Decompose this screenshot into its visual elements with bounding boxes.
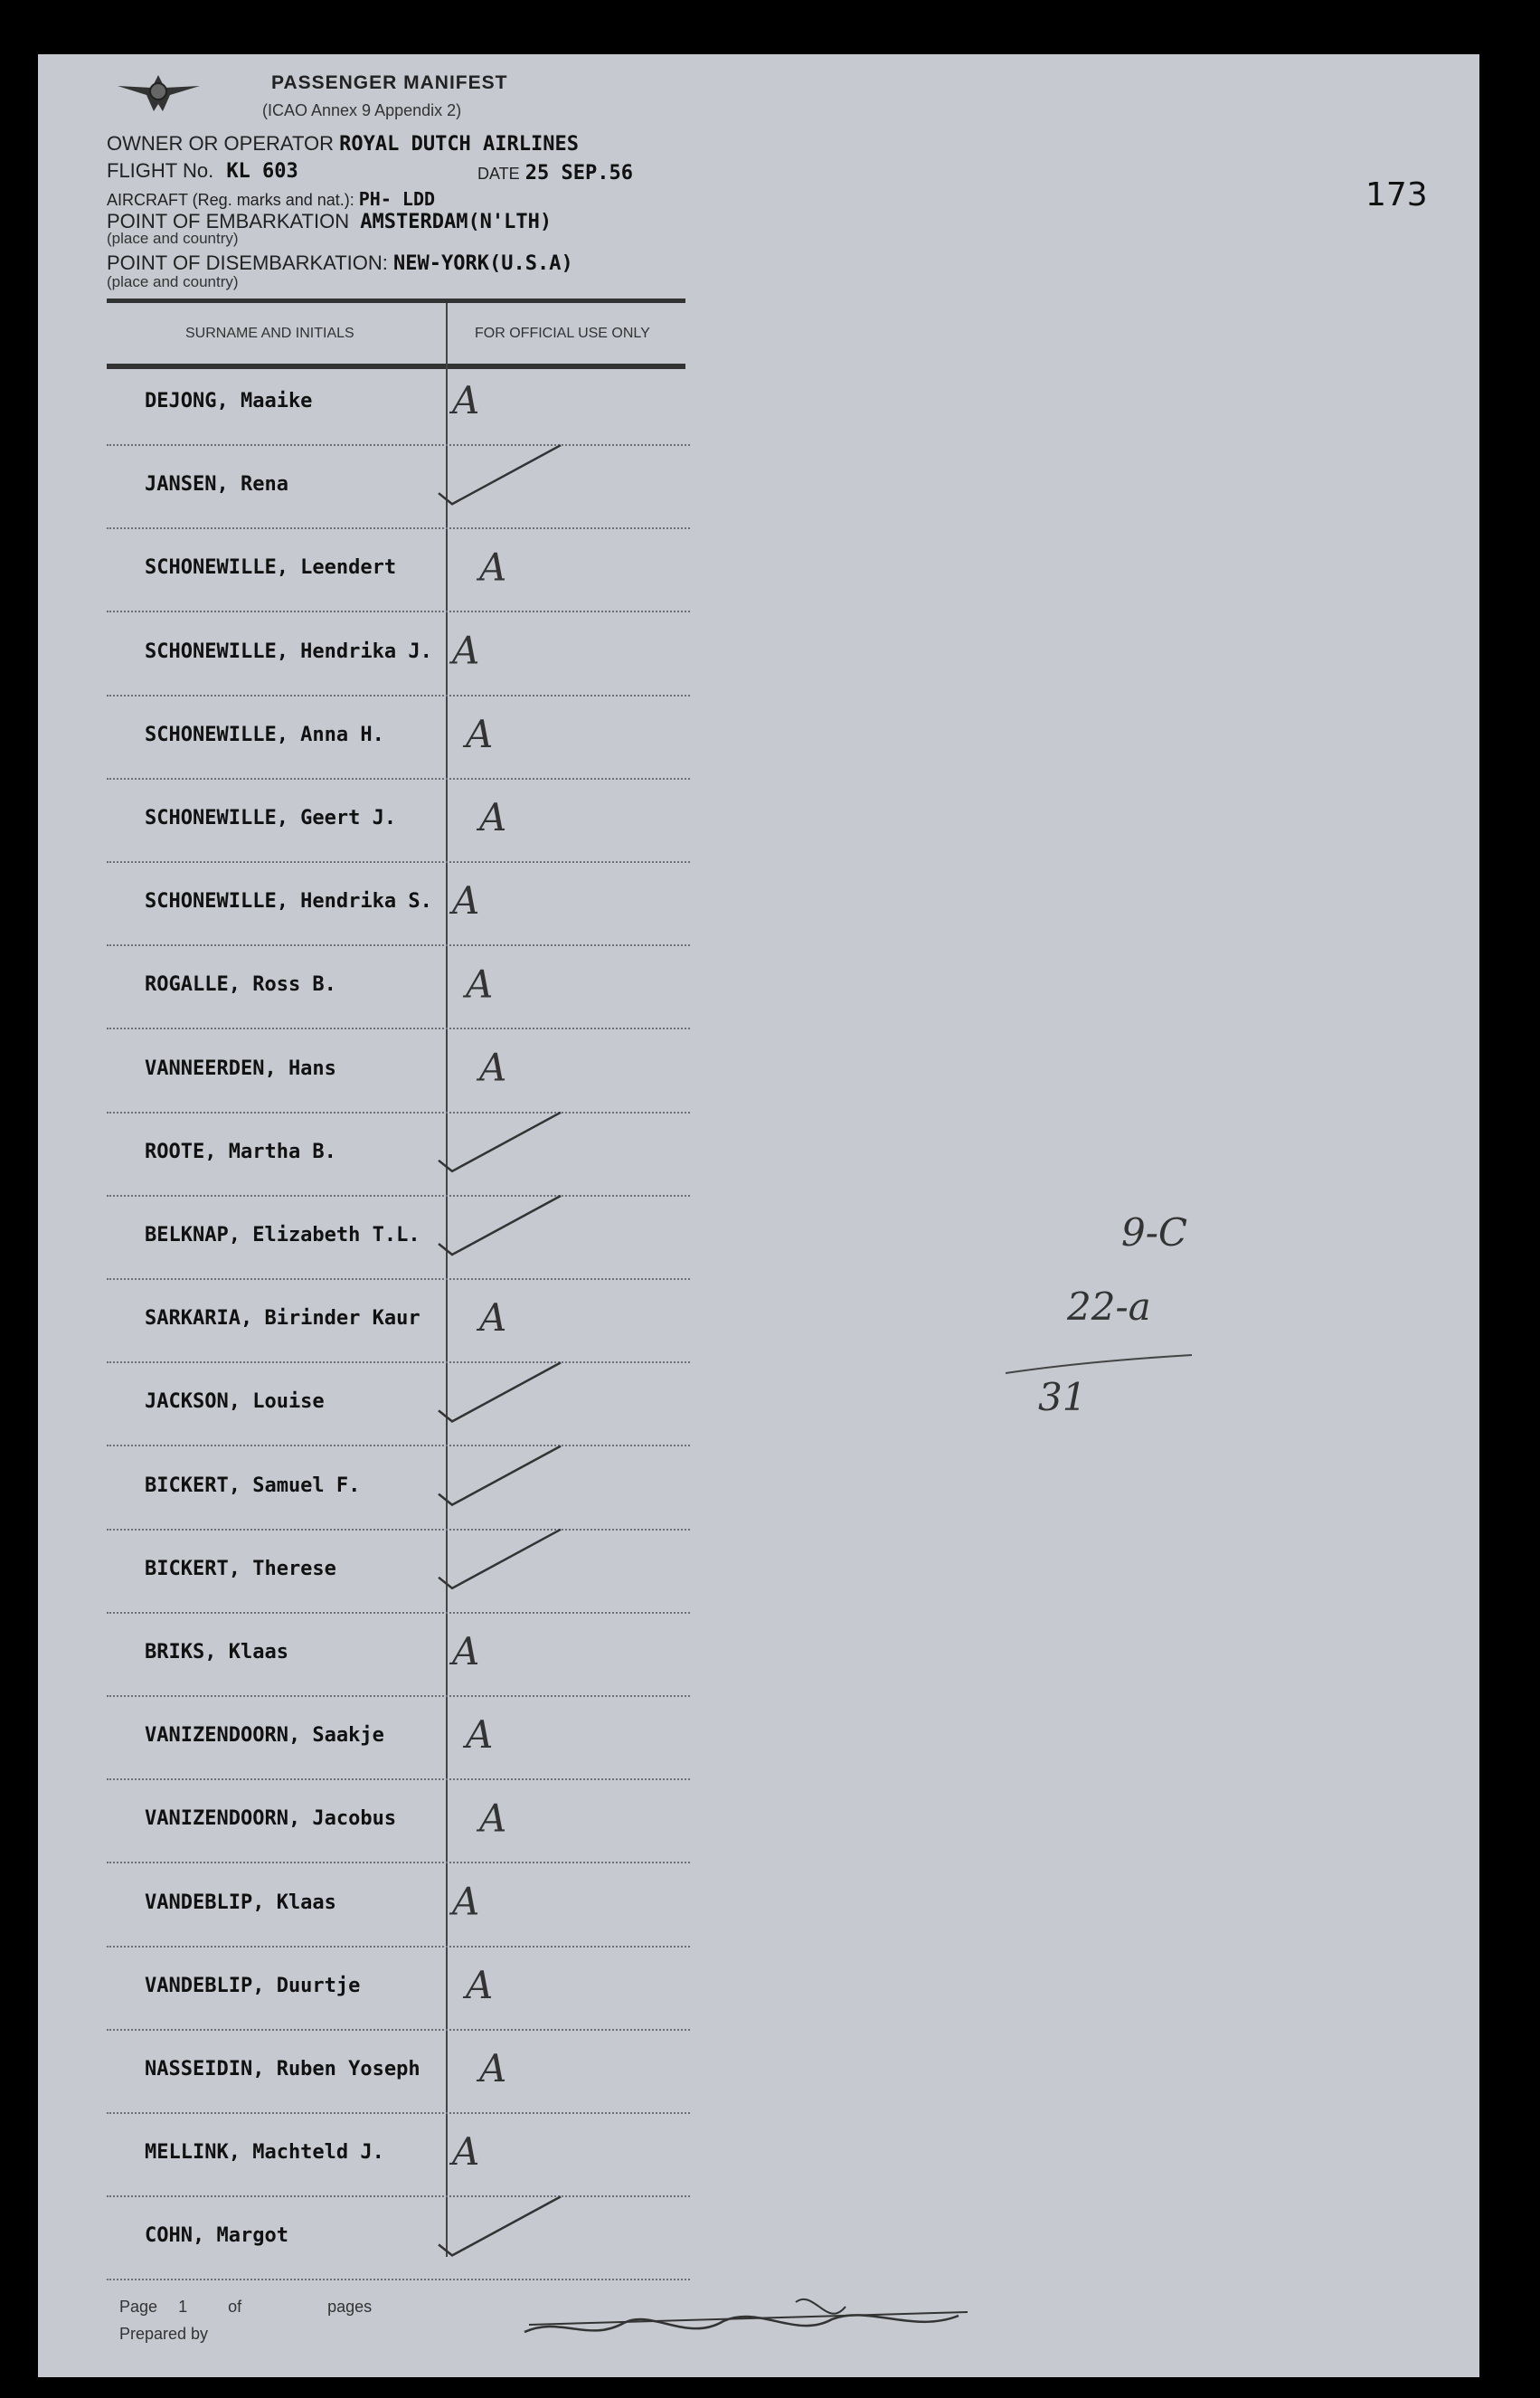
row-divider [107, 1278, 690, 1280]
footer-of-label: of [228, 2298, 242, 2316]
date-value: 25 SEP.56 [524, 162, 634, 185]
row-divider [107, 944, 690, 946]
passenger-name: MELLINK, Machteld J. [145, 2141, 384, 2165]
page-number-stamp: 173 [1365, 176, 1428, 213]
tally-line-2: 22-a [1067, 1284, 1151, 1329]
passenger-name: BICKERT, Therese [145, 1557, 336, 1580]
admitted-mark: A [452, 1629, 480, 1673]
row-divider [107, 444, 690, 446]
disembark-row [107, 251, 573, 275]
date-label: DATE [477, 165, 520, 183]
passenger-name: SCHONEWILLE, Hendrika S. [145, 890, 432, 914]
passenger-name: SCHONEWILLE, Geert J. [145, 807, 397, 829]
column-header-surname: SURNAME AND INITIALS [185, 326, 354, 341]
row-divider [107, 1946, 690, 1948]
footer-page-value: 1 [178, 2298, 188, 2316]
passenger-name: BELKNAP, Elizabeth T.L. [145, 1224, 420, 1246]
owner-row [107, 132, 579, 156]
row-divider [107, 1028, 690, 1029]
row-divider [107, 1529, 690, 1531]
passenger-name: JACKSON, Louise [145, 1390, 325, 1414]
row-divider [107, 1695, 690, 1697]
row-divider [107, 1195, 690, 1197]
row-divider [107, 1445, 690, 1446]
admitted-mark: A [452, 628, 480, 673]
row-divider [107, 527, 690, 529]
passenger-name: BICKERT, Samuel F. [145, 1474, 361, 1497]
column-header-official: FOR OFFICIAL USE ONLY [475, 326, 650, 341]
passenger-name: JANSEN, Rena [145, 473, 288, 497]
passenger-name: VANIZENDOORN, Jacobus [145, 1807, 397, 1831]
owner-value: ROYAL DUTCH AIRLINES [339, 133, 580, 156]
admitted-mark: A [479, 1045, 507, 1090]
row-divider [107, 1612, 690, 1614]
passenger-name: VANDEBLIP, Duurtje [145, 1974, 361, 1997]
admitted-mark: A [452, 378, 480, 422]
tally-total: 31 [1038, 1375, 1087, 1419]
embark-label: POINT OF EMBARKATION [107, 210, 350, 232]
aircraft-value: PH- LDD [358, 188, 436, 210]
airline-logo [116, 68, 202, 118]
admitted-mark: A [452, 1879, 480, 1924]
passenger-name: VANDEBLIP, Klaas [145, 1891, 336, 1914]
passenger-name: SCHONEWILLE, Hendrika J. [145, 640, 432, 663]
column-divider [446, 303, 448, 2257]
flight-label: FLIGHT No. [107, 159, 214, 182]
admitted-mark: A [466, 711, 494, 756]
passenger-name: DEJONG, Maaike [145, 390, 313, 412]
row-divider [107, 1112, 690, 1114]
manifest-subtitle: (ICAO Annex 9 Appendix 2) [262, 101, 462, 119]
row-divider [107, 1862, 690, 1863]
admitted-mark: A [466, 1962, 494, 2007]
tally-line-1: 9-C [1121, 1210, 1188, 1255]
passenger-name: SCHONEWILLE, Anna H. [145, 723, 384, 746]
passenger-name: NASSEIDIN, Ruben Yoseph [145, 2058, 420, 2080]
embark-sub: (place and country) [107, 230, 239, 247]
passenger-name: BRIKS, Klaas [145, 1641, 288, 1663]
footer-page-label: Page [119, 2298, 158, 2316]
footer-prepared-label: Prepared by [119, 2325, 209, 2343]
row-divider [107, 2112, 690, 2114]
admitted-mark: A [452, 2129, 480, 2175]
disembark-label: POINT OF DISEMBARKATION: [107, 251, 388, 274]
footer-pages-label: pages [327, 2298, 373, 2316]
admitted-mark: A [479, 2046, 507, 2090]
passenger-name: VANIZENDOORN, Saakje [145, 1724, 384, 1748]
admitted-mark: A [479, 1295, 507, 1341]
admitted-mark: A [479, 1796, 507, 1841]
embark-value: AMSTERDAM(N'LTH) [360, 211, 553, 233]
passenger-name: COHN, Margot [145, 2224, 288, 2248]
disembark-sub: (place and country) [107, 273, 239, 290]
row-divider [107, 2279, 690, 2280]
header-rule-bottom [107, 364, 685, 369]
admitted-mark: A [466, 962, 494, 1007]
admitted-mark: A [452, 878, 480, 924]
passenger-name: ROGALLE, Ross B. [145, 973, 336, 997]
row-divider [107, 2029, 690, 2031]
header-rule-top [107, 299, 685, 303]
aircraft-row [107, 188, 435, 210]
admitted-mark: A [466, 1712, 494, 1758]
passenger-name: SCHONEWILLE, Leendert [145, 556, 397, 580]
aircraft-label: AIRCRAFT (Reg. marks and nat.): [107, 191, 354, 209]
admitted-mark: A [479, 795, 507, 839]
owner-label: OWNER OR OPERATOR [107, 132, 334, 155]
disembark-value: NEW-YORK(U.S.A) [393, 252, 573, 275]
manifest-title: PASSENGER MANIFEST [271, 72, 508, 93]
row-divider [107, 695, 690, 697]
passenger-name: ROOTE, Martha B. [145, 1140, 336, 1163]
passenger-name: VANNEERDEN, Hans [145, 1057, 336, 1080]
footer-page-row [119, 2298, 372, 2317]
row-divider [107, 861, 690, 863]
admitted-mark: A [479, 545, 507, 590]
row-divider [107, 778, 690, 780]
row-divider [107, 611, 690, 612]
row-divider [107, 1778, 690, 1780]
flight-row [107, 159, 298, 183]
row-divider [107, 2195, 690, 2197]
flight-value: KL 603 [226, 160, 298, 183]
row-divider [107, 1361, 690, 1363]
date-row [477, 161, 633, 185]
passenger-name: SARKARIA, Birinder Kaur [145, 1307, 420, 1331]
